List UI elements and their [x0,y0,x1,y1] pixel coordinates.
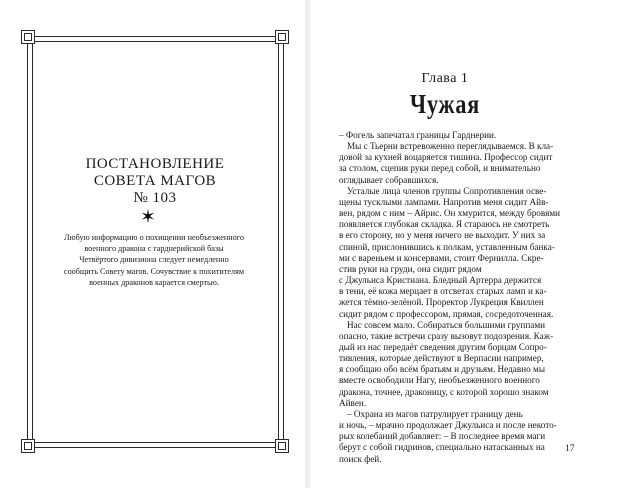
body-text-line: тивления, которые действуют в Верпасии например, [339,353,544,364]
body-text-line: стив руки на груди, она сидит рядом [339,263,482,274]
chapter-body-text [339,130,579,465]
decree-text-line: Четвёртого дивизиона следует немедленно [79,255,229,265]
body-text-line: за столом, сцепив руки перед собой, и внимательно [339,163,541,174]
body-text-line: дый из нас передаёт сведения другим борцам Сопро- [339,341,547,352]
body-text-line: ми с вареньем и консервами, стоит Фернилла. Скре- [339,252,544,263]
body-text-line: вен, рядом с ним – Айрис. Он хмурится, между бровями [339,208,561,219]
frame-corner-ornament [21,30,35,44]
body-text-line: я сообщаю обо всём братьям и друзьям. Недавно мы [339,364,546,375]
body-text-line: рых колебаний добавляет: – В последнее время маги [339,431,546,442]
decree-number: № 103 [133,190,177,206]
star-icon: ✶ [140,207,156,228]
decree-text-line: военного дракона с гарднерийской базы [84,244,224,254]
body-text-line: довой за кухней воцаряется тишина. Профессор сидит [339,152,553,163]
body-text-line: в его сторону, но у меня ничего не выходит. У них за [339,230,546,241]
body-text-line: спиной, прислонившись к полкам, уставленным банка- [339,241,555,252]
decree-text-line: военных драконов карается смертью. [89,277,219,287]
body-text-line: и ночь, – мрачно продолжает Джульиса и после некото- [339,420,557,431]
body-text-line: сидит рядом с профессором, прямая, сосредоточенная. [339,308,554,319]
body-text-line: с Джульиса Кристиана. Бледный Артерра держится [339,275,542,286]
body-text-line: – Охрана из магов патрулирует границу день [347,408,523,419]
decree-body [45,232,263,288]
chapter-title: Чужая [409,89,481,119]
frame-corner-ornament [21,439,35,453]
frame-corner-ornament [275,30,289,44]
body-text-line: Айвен. [339,397,367,408]
decree-text-line: сообщить Совету магов. Сочувствие к похитителям [63,266,245,276]
body-text-line: берут с собой гидринов, специально натасканных на [339,442,545,453]
body-text-line: дракона, точнее, драконицу, с которой хорошо знаком [339,386,549,397]
chapter-label: Глава 1 [421,71,469,86]
frame-corner-ornament [275,439,289,453]
body-text-line: щены тусклыми лампами. Напротив меня сидит Айв- [339,196,549,207]
body-text-line: поиск фей. [339,453,382,464]
body-text-line: Нас совсем мало. Собираться большими группами [347,319,546,330]
decree-title-line: СОВЕТА МАГОВ [93,173,217,189]
page-number: 17 [565,444,575,454]
body-text-line: жется тёмно-зелёной. Проректор Лукреция Квиллен [339,297,544,308]
body-text-line: оглядывает собравшихся. [339,174,439,185]
body-text-line: вместе освободили Нагу, необъезженного военного [339,375,540,386]
body-text-line: в тени, её кожа мерцает в отсветах старых ламп и ка- [339,286,547,297]
body-text-line: – Фогель запечатал границы Гарднерии. [339,130,497,140]
decree-text-line: Любую информацию о похищении необъезженного [63,233,245,242]
decree-title-line: ПОСТАНОВЛЕНИЕ [85,156,225,172]
body-text-line: Мы с Тьерни встревоженно переглядываемся. В кла- [347,141,554,152]
body-text-line: появляется глубокая складка. Я стараюсь не смотреть [339,219,550,230]
body-text-line: опасно, такие встречи сразу вызовут подозрения. Каж- [339,330,554,341]
body-text-line: Усталые лица членов группы Сопротивления осве- [347,185,547,196]
